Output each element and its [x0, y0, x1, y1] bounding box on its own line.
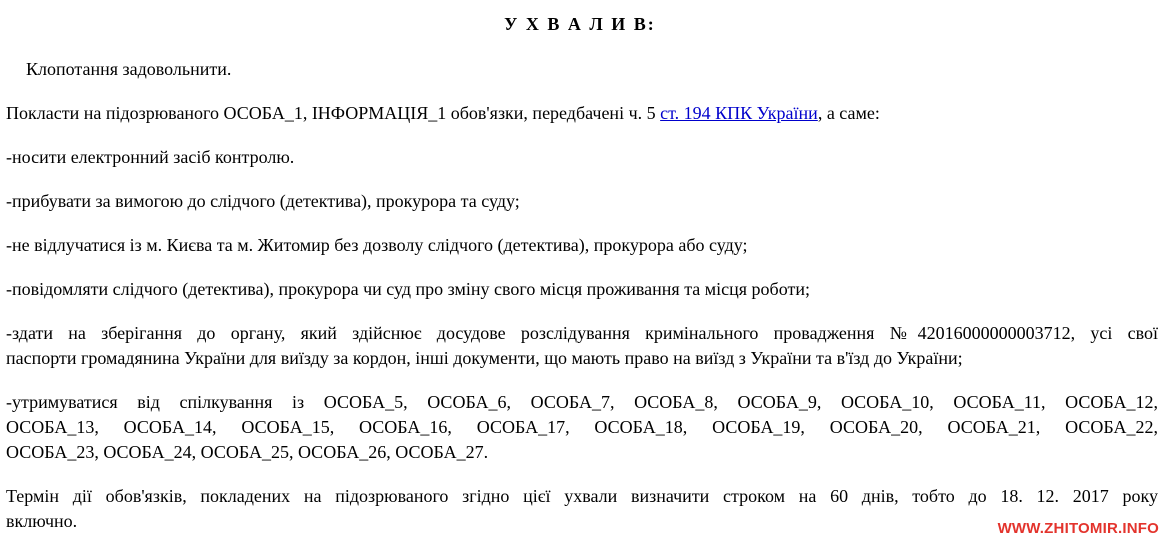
obligations-intro-text: Покласти на підозрюваного ОСОБА_1, ІНФОРМАЦІЯ_1 обов'язки, передбачені ч. 5 — [6, 103, 661, 123]
site-watermark: WWW.ZHITOMIR.INFO — [997, 520, 1159, 537]
ruling-heading: У Х В А Л И В: — [504, 14, 656, 34]
obligations-intro-suffix: , а саме: — [817, 103, 880, 123]
obligation-notify-changes: -повідомляти слідчого (детектива), прокурора чи суд про зміну свого місця проживання та місця роботи; — [6, 279, 810, 299]
obligation-electronic-device: -носити електронний засіб контролю. — [6, 147, 295, 167]
paragraph-obligation-term-line2: включно. — [6, 511, 78, 531]
obligation-surrender-passports-line1: -здати на зберігання до органу, який здійснює досудове розслідування кримінального провадження №42016000000003712, усі свої — [6, 323, 1158, 343]
obligation-no-contact-line2: ОСОБА_13, ОСОБА_14, ОСОБА_15, ОСОБА_16, ОСОБА_17, ОСОБА_18, ОСОБА_19, ОСОБА_20, ОСОБА_21, ОСОБА_22, — [6, 417, 1158, 437]
obligation-no-contact-line3: ОСОБА_23, ОСОБА_24, ОСОБА_25, ОСОБА_26, ОСОБА_27. — [6, 442, 489, 462]
obligation-surrender-passports-line2: паспорти громадянина України для виїзду за кордон, інші документи, що мають право на виїзд з України та в'їзд до України; — [6, 348, 963, 368]
law-article-link[interactable]: ст. 194 КПК України — [660, 103, 818, 123]
paragraph-impose-obligations — [6, 101, 1158, 126]
obligation-no-contact-line1: -утримуватися від спілкування із ОСОБА_5, ОСОБА_6, ОСОБА_7, ОСОБА_8, ОСОБА_9, ОСОБА_10, ОСОБА_11, ОСОБА_12, — [6, 392, 1158, 412]
paragraph-obligation-term-line1: Термін дії обов'язків, покладених на підозрюваного згідно цієї ухвали визначити строком на 60 днів, тобто до 18. 12. 2017 року — [6, 486, 1158, 506]
obligation-appear-on-demand: -прибувати за вимогою до слідчого (детектива), прокурора та суду; — [6, 191, 520, 211]
obligation-no-leaving-cities: -не відлучатися із м. Києва та м. Житомир без дозволу слідчого (детектива), прокурора або суду; — [6, 235, 748, 255]
paragraph-grant-motion: Клопотання задовольнити. — [26, 59, 232, 79]
